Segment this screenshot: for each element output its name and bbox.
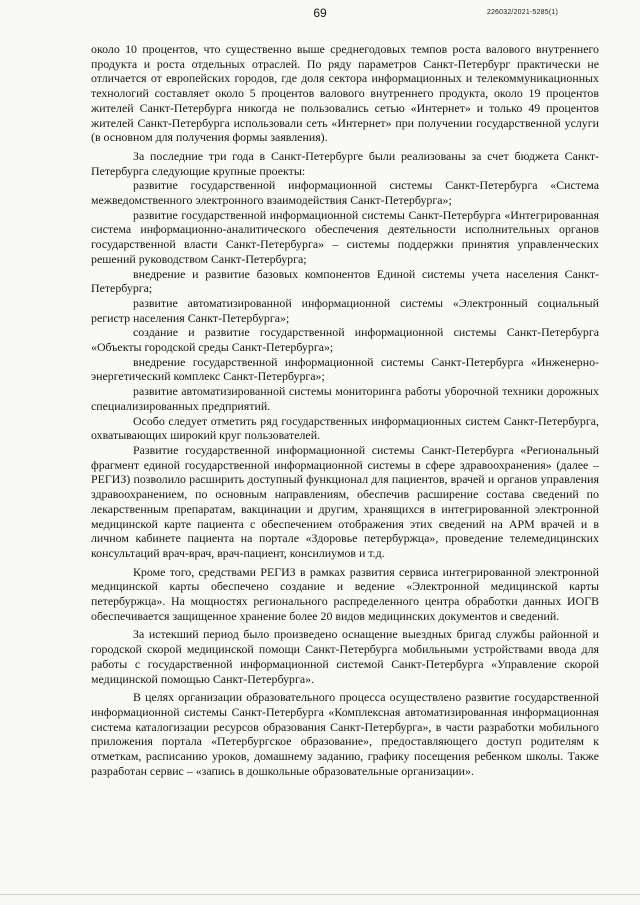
paragraph-ambulance: За истекший период было произведено оснащение выездных бригад службы районной и городской скорой медицинской помощи Санкт-Петербурга мобильными устройствами ввода для работы с государственной информационной системой Санкт-Петербурга «Управление скорой медицинской помощью Санкт-Петербурга». <box>91 627 599 686</box>
paragraph-electronic-medical-card: Кроме того, средствами РЕГИЗ в рамках развития сервиса интегрированной электронной медицинской карты обеспечено создание и ведение «Электронной медицинской карты петербуржца». На мощностях регионального распределенного центра обработки данных ИОГВ обеспечивается защищенное хранение более 20 видов медицинских документов и сведений. <box>91 564 599 623</box>
list-item-engineering-complex: внедрение государственной информационной системы Санкт-Петербурга «Инженерно-энергетический комплекс Санкт-Петербурга»; <box>91 354 599 384</box>
list-item-urban-environment: создание и развитие государственной информационной системы Санкт-Петербурга «Объекты городской среды Санкт-Петербурга»; <box>91 325 599 355</box>
list-item-social-register: развитие автоматизированной информационной системы «Электронный социальный регистр населения Санкт-Петербурга»; <box>91 295 599 325</box>
paragraph-intro-statistics: около 10 процентов, что существенно выше среднегодовых темпов роста валового внутреннего продукта и роста отдельных отраслей. По ряду параметров Санкт-Петербург практически не отличается от европейских городов, где доля сектора информационных и телекоммуникационных технологий составляет около 5 процентов валового внутреннего продукта, около 19 процентов жителей Санкт-Петербурга никогда не пользовались сетью «Интернет» и только 49 процентов жителей Санкт-Петербурга использовали сеть «Интернет» при получении государственной услуги (в основном для получения формы заявления). <box>91 42 599 145</box>
list-item-integrated-system: развитие государственной информационной системы Санкт-Петербурга «Интегрированная система информационно-аналитического обеспечения деятельности исполнительных органов государственной власти Санкт-Петербурга» – системы поддержки принятия управленческих решений руководством Санкт-Петербурга; <box>91 207 599 266</box>
document-code: 226032/2021-5285(1) <box>486 9 558 16</box>
paragraph-regiz: Развитие государственной информационной системы Санкт-Петербурга «Региональный фрагмент единой государственной информационной системы в сфере здравоохранения» (далее – РЕГИЗ) позволило расширить доступный функционал для пациентов, врачей и органов управления здравоохранением, по основным направлениям, обеспечив расширение состава сведений по лекарственным препаратам, вакцинации и другим, хранящихся в интегрированной электронной медицинской карте пациента с обеспечением отображения этих сведений на АРМ врачей и в личном кабинете пациента на портале «Здоровье петербуржца», проведение телемедицинских консультаций врач-врач, врач-пациент, консилиумов и т.д. <box>91 442 599 560</box>
footer-divider <box>0 894 640 895</box>
paragraph-education: В целях организации образовательного процесса осуществлено развитие государственной информационной системы Санкт-Петербурга «Комплексная автоматизированная информационная система каталогизации ресурсов образования Санкт-Петербурга», в части разработки мобильного приложения портала «Петербургское образование», предоставляющего доступ родителям к отметкам, расписанию уроков, домашнему заданию, графику посещения ребенком школы. Также разработан сервис – «запись в дошкольные образовательные организации». <box>91 690 599 778</box>
list-item-population-registry: внедрение и развитие базовых компонентов Единой системы учета населения Санкт-Петербурга; <box>91 266 599 296</box>
document-body <box>91 42 599 778</box>
paragraph-projects-lead: За последние три года в Санкт-Петербурге были реализованы за счет бюджета Санкт-Петербурга следующие крупные проекты: <box>91 148 599 178</box>
paragraph-notable-systems: Особо следует отметить ряд государственных информационных систем Санкт-Петербурга, охватывающих широкий круг пользователей. <box>91 413 599 443</box>
page-number: 69 <box>313 6 327 20</box>
list-item-smev: развитие государственной информационной системы Санкт-Петербурга «Система межведомственного электронного взаимодействия Санкт-Петербурга»; <box>91 178 599 208</box>
list-item-cleaning-monitoring: развитие автоматизированной системы мониторинга работы уборочной техники дорожных специализированных предприятий. <box>91 384 599 413</box>
